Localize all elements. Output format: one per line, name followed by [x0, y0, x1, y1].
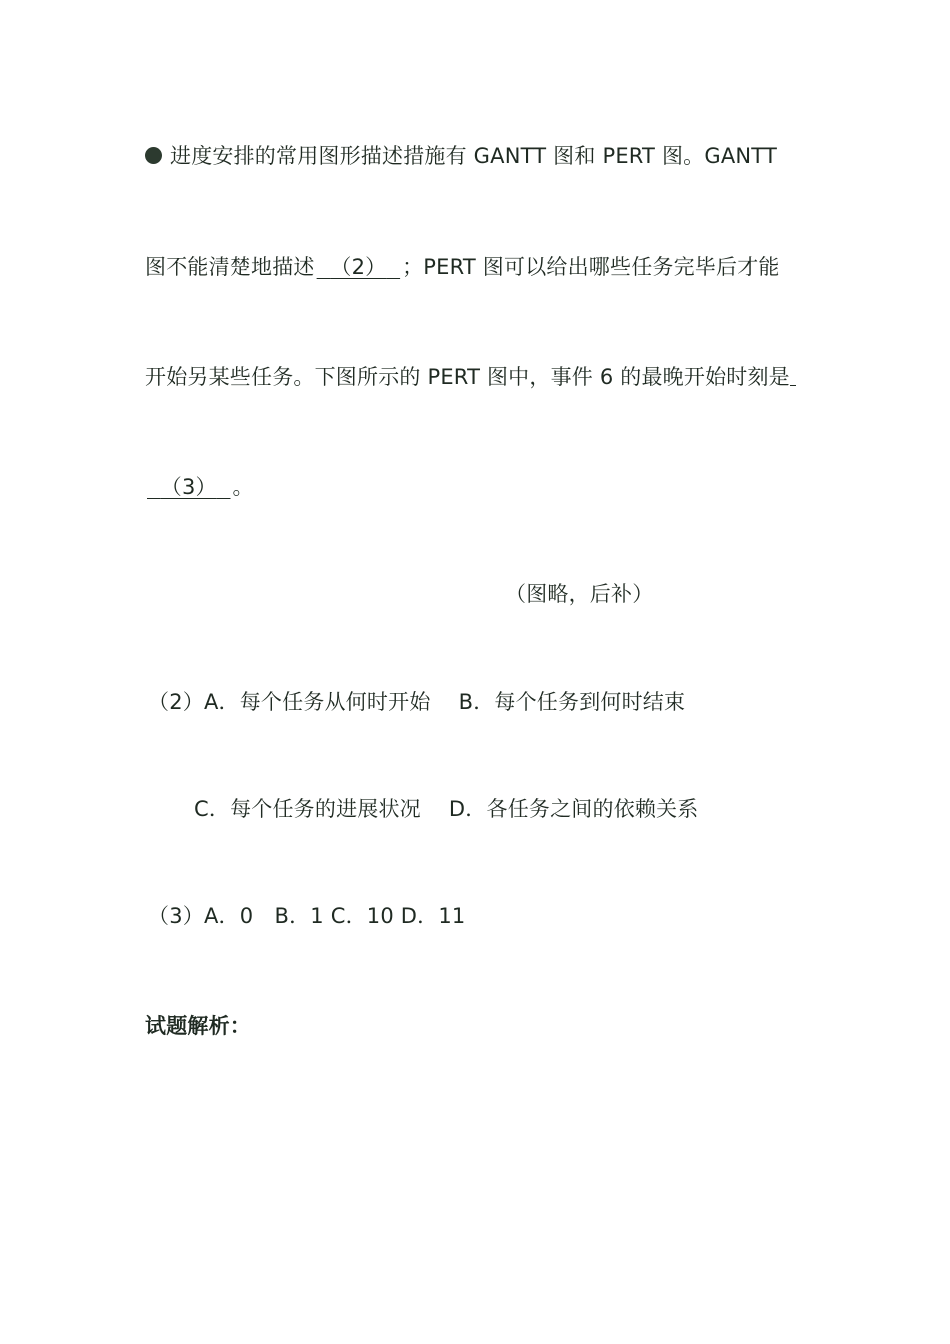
figure-note: （图略，后补） — [505, 582, 654, 606]
question-text-2-post: ；PERT 图可以给出哪些任务完毕后才能 — [402, 255, 780, 279]
question-text-1: 进度安排的常用图形描述措施有 GANTT 图和 PERT 图。GANTT — [170, 144, 777, 168]
option-q2-line-2 — [194, 794, 699, 824]
question-text-3: 开始另某些任务。下图所示的 PERT 图中，事件 6 的最晚开始时刻是 — [145, 365, 790, 389]
option-q2-text-2: C．每个任务的进展状况 D．各任务之间的依赖关系 — [194, 797, 699, 821]
figure-placeholder — [505, 579, 653, 609]
answer-blank-3-label: （3） — [160, 475, 217, 499]
analysis-heading — [145, 1011, 251, 1041]
question-line-2 — [145, 252, 780, 282]
option-q2-text-1: （2）A．每个任务从何时开始 B．每个任务到何时结束 — [148, 690, 686, 714]
question-line-3 — [145, 362, 796, 392]
bullet-icon — [145, 147, 162, 164]
answer-blank-2-label: （2） — [330, 255, 387, 279]
option-q3-line — [148, 901, 465, 931]
question-text-2-pre: 图不能清楚地描述 — [145, 255, 315, 279]
question-line-1 — [145, 141, 777, 171]
question-line-4 — [145, 472, 254, 502]
answer-blank-3 — [145, 475, 233, 499]
question-text-4-post: 。 — [232, 475, 254, 499]
answer-blank-2 — [315, 255, 403, 279]
trailing-underline — [790, 363, 796, 386]
option-q2-line-1 — [148, 687, 685, 717]
analysis-heading-text: 试题解析： — [145, 1014, 251, 1038]
option-q3-text: （3）A．0 B．1 C．10 D．11 — [148, 904, 466, 928]
